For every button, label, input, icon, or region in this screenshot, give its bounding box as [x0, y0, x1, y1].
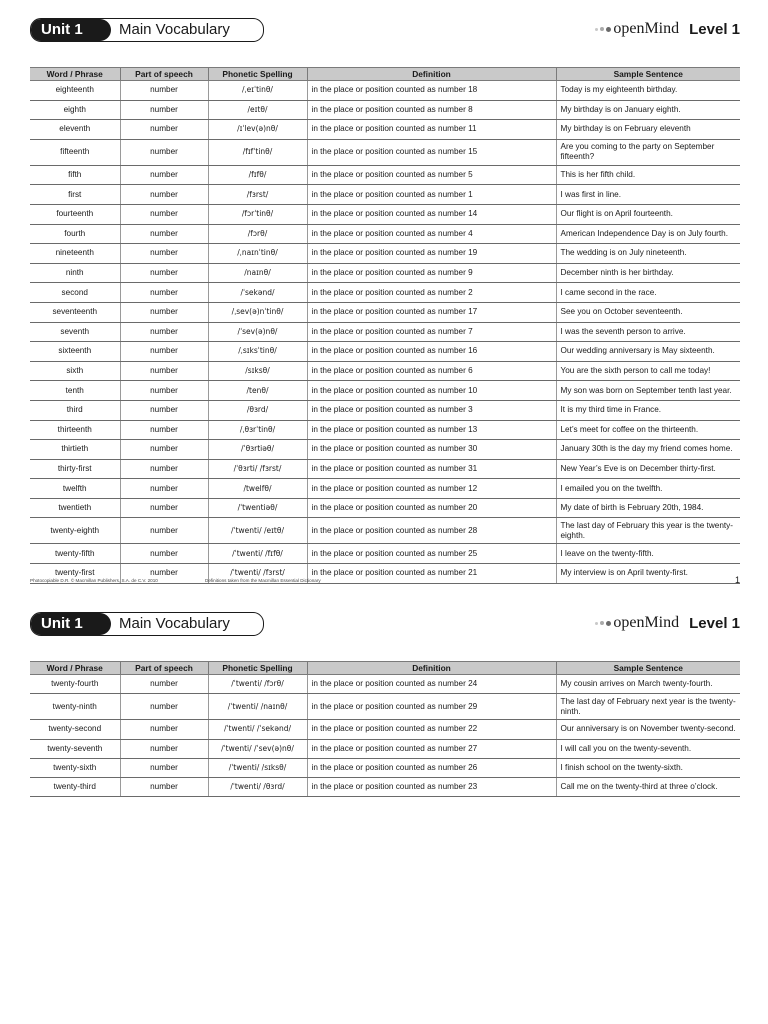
- cell-part-of-speech: number: [120, 100, 208, 120]
- cell-definition: in the place or position counted as number 18: [307, 81, 556, 101]
- cell-word: thirty-first: [30, 459, 120, 479]
- table-row: [30, 100, 740, 120]
- source-note: Definitions taken from the Macmillan Essential Dictionary: [205, 578, 321, 583]
- cell-word: third: [30, 400, 120, 420]
- table-row: [30, 263, 740, 283]
- cell-part-of-speech: number: [120, 185, 208, 205]
- table-row: [30, 440, 740, 460]
- cell-definition: in the place or position counted as number 11: [307, 120, 556, 140]
- cell-phonetic: /ˈtwenti/ /fɔrθ/: [208, 675, 307, 694]
- cell-definition: in the place or position counted as number 7: [307, 322, 556, 342]
- cell-part-of-speech: number: [120, 204, 208, 224]
- cell-part-of-speech: number: [120, 381, 208, 401]
- cell-phonetic: /ˈtwenti/ /fɪfθ/: [208, 544, 307, 564]
- cell-word: fourteenth: [30, 204, 120, 224]
- section-title: Main Vocabulary: [119, 615, 230, 632]
- cell-phonetic: /tenθ/: [208, 381, 307, 401]
- vocab-table-page1: [30, 67, 740, 584]
- cell-part-of-speech: number: [120, 165, 208, 185]
- cell-sample-sentence: I emailed you on the twelfth.: [556, 479, 740, 499]
- cell-part-of-speech: number: [120, 139, 208, 165]
- cell-definition: in the place or position counted as number 12: [307, 479, 556, 499]
- cell-word: twenty-fourth: [30, 675, 120, 694]
- cell-sample-sentence: I came second in the race.: [556, 283, 740, 303]
- cell-word: seventh: [30, 322, 120, 342]
- cell-definition: in the place or position counted as number 31: [307, 459, 556, 479]
- table-row: [30, 185, 740, 205]
- cell-definition: in the place or position counted as number 28: [307, 518, 556, 544]
- table-body: [30, 81, 740, 584]
- cell-part-of-speech: number: [120, 675, 208, 694]
- cell-sample-sentence: December ninth is her birthday.: [556, 263, 740, 283]
- col-header-sample: Sample Sentence: [556, 68, 740, 81]
- table-header-row: [30, 662, 740, 675]
- cell-sample-sentence: Our wedding anniversary is May sixteenth.: [556, 342, 740, 362]
- cell-word: eleventh: [30, 120, 120, 140]
- page-header: [30, 612, 740, 636]
- table-row: [30, 420, 740, 440]
- table-header-row: [30, 68, 740, 81]
- cell-phonetic: /fɔrθ/: [208, 224, 307, 244]
- cell-word: seventeenth: [30, 302, 120, 322]
- cell-part-of-speech: number: [120, 564, 208, 584]
- cell-phonetic: /ˈθɜrtiəθ/: [208, 440, 307, 460]
- cell-definition: in the place or position counted as number 16: [307, 342, 556, 362]
- cell-part-of-speech: number: [120, 283, 208, 303]
- cell-sample-sentence: My date of birth is February 20th, 1984.: [556, 498, 740, 518]
- cell-sample-sentence: January 30th is the day my friend comes home.: [556, 440, 740, 460]
- cell-part-of-speech: number: [120, 758, 208, 777]
- cell-word: twenty-fifth: [30, 544, 120, 564]
- cell-sample-sentence: The last day of February this year is the twenty-eighth.: [556, 518, 740, 544]
- cell-phonetic: /ˌθɜrˈtinθ/: [208, 420, 307, 440]
- cell-phonetic: /ˈtwentiəθ/: [208, 498, 307, 518]
- table-row: [30, 322, 740, 342]
- cell-definition: in the place or position counted as number 14: [307, 204, 556, 224]
- cell-word: twenty-eighth: [30, 518, 120, 544]
- cell-part-of-speech: number: [120, 498, 208, 518]
- unit-label: Unit 1: [31, 613, 111, 635]
- cell-sample-sentence: See you on October seventeenth.: [556, 302, 740, 322]
- cell-definition: in the place or position counted as number 15: [307, 139, 556, 165]
- cell-definition: in the place or position counted as number 5: [307, 165, 556, 185]
- cell-part-of-speech: number: [120, 739, 208, 758]
- table-row: [30, 675, 740, 694]
- cell-phonetic: /fɔrˈtinθ/: [208, 204, 307, 224]
- col-header-phonetic: Phonetic Spelling: [208, 662, 307, 675]
- table-row: [30, 544, 740, 564]
- cell-word: fifteenth: [30, 139, 120, 165]
- cell-word: eighteenth: [30, 81, 120, 101]
- cell-word: fifth: [30, 165, 120, 185]
- cell-phonetic: /fɜrst/: [208, 185, 307, 205]
- cell-phonetic: /eɪtθ/: [208, 100, 307, 120]
- cell-phonetic: /ˌeɪˈtinθ/: [208, 81, 307, 101]
- cell-sample-sentence: I will call you on the twenty-seventh.: [556, 739, 740, 758]
- brand-mind: Mind: [644, 20, 680, 37]
- col-header-definition: Definition: [307, 68, 556, 81]
- cell-word: first: [30, 185, 120, 205]
- cell-part-of-speech: number: [120, 224, 208, 244]
- cell-word: thirteenth: [30, 420, 120, 440]
- cell-word: second: [30, 283, 120, 303]
- cell-phonetic: /fɪfθ/: [208, 165, 307, 185]
- cell-sample-sentence: The wedding is on July nineteenth.: [556, 244, 740, 264]
- cell-definition: in the place or position counted as number 26: [307, 758, 556, 777]
- cell-word: twenty-second: [30, 720, 120, 739]
- cell-sample-sentence: American Independence Day is on July fourth.: [556, 224, 740, 244]
- table-row: [30, 120, 740, 140]
- level-label: Level 1: [689, 614, 740, 632]
- cell-word: twenty-sixth: [30, 758, 120, 777]
- cell-sample-sentence: You are the sixth person to call me today!: [556, 361, 740, 381]
- page-number: 1: [734, 575, 740, 585]
- col-header-pos: Part of speech: [120, 68, 208, 81]
- cell-sample-sentence: My son was born on September tenth last year.: [556, 381, 740, 401]
- cell-word: ninth: [30, 263, 120, 283]
- table-row: [30, 302, 740, 322]
- table-row: [30, 139, 740, 165]
- unit-label: Unit 1: [31, 19, 111, 41]
- table-row: [30, 739, 740, 758]
- cell-definition: in the place or position counted as number 22: [307, 720, 556, 739]
- brand-dots-icon: [595, 27, 611, 32]
- col-header-phonetic: Phonetic Spelling: [208, 68, 307, 81]
- cell-definition: in the place or position counted as number 10: [307, 381, 556, 401]
- table-row: [30, 694, 740, 720]
- cell-sample-sentence: Today is my eighteenth birthday.: [556, 81, 740, 101]
- cell-phonetic: /ˈtwenti/ /ˈsekənd/: [208, 720, 307, 739]
- cell-word: twenty-ninth: [30, 694, 120, 720]
- col-header-pos: Part of speech: [120, 662, 208, 675]
- table-row: [30, 498, 740, 518]
- page-footer: [30, 575, 740, 587]
- cell-sample-sentence: My birthday is on January eighth.: [556, 100, 740, 120]
- table-row: [30, 459, 740, 479]
- table-row: [30, 720, 740, 739]
- cell-word: fourth: [30, 224, 120, 244]
- cell-phonetic: /θɜrd/: [208, 400, 307, 420]
- cell-part-of-speech: number: [120, 400, 208, 420]
- cell-phonetic: /ˈtwenti/ /ˈsev(ə)nθ/: [208, 739, 307, 758]
- cell-definition: in the place or position counted as number 9: [307, 263, 556, 283]
- cell-definition: in the place or position counted as number 25: [307, 544, 556, 564]
- cell-part-of-speech: number: [120, 694, 208, 720]
- cell-sample-sentence: This is her fifth child.: [556, 165, 740, 185]
- cell-phonetic: /sɪksθ/: [208, 361, 307, 381]
- cell-phonetic: /ˌsev(ə)nˈtinθ/: [208, 302, 307, 322]
- table-row: [30, 479, 740, 499]
- cell-sample-sentence: I was first in line.: [556, 185, 740, 205]
- brand-logo: [595, 612, 740, 634]
- cell-word: eighth: [30, 100, 120, 120]
- table-row: [30, 778, 740, 797]
- cell-word: sixth: [30, 361, 120, 381]
- cell-word: twelfth: [30, 479, 120, 499]
- cell-part-of-speech: number: [120, 263, 208, 283]
- brand-open: open: [613, 614, 645, 631]
- cell-word: nineteenth: [30, 244, 120, 264]
- cell-sample-sentence: It is my third time in France.: [556, 400, 740, 420]
- table-row: [30, 758, 740, 777]
- cell-sample-sentence: I finish school on the twenty-sixth.: [556, 758, 740, 777]
- cell-definition: in the place or position counted as number 23: [307, 778, 556, 797]
- cell-part-of-speech: number: [120, 361, 208, 381]
- cell-word: thirtieth: [30, 440, 120, 460]
- copyright-note: Photocopiable D.R. © Macmillan Publishers, S.A. de C.V. 2010: [30, 578, 158, 583]
- cell-sample-sentence: New Year’s Eve is on December thirty-first.: [556, 459, 740, 479]
- table-row: [30, 204, 740, 224]
- cell-phonetic: /naɪnθ/: [208, 263, 307, 283]
- table-row: [30, 361, 740, 381]
- cell-phonetic: /ˈsekənd/: [208, 283, 307, 303]
- col-header-word: Word / Phrase: [30, 662, 120, 675]
- table-row: [30, 244, 740, 264]
- section-title: Main Vocabulary: [119, 21, 230, 38]
- cell-definition: in the place or position counted as number 13: [307, 420, 556, 440]
- cell-word: tenth: [30, 381, 120, 401]
- vocab-table-page2: [30, 661, 740, 797]
- cell-part-of-speech: number: [120, 322, 208, 342]
- cell-phonetic: /ˈtwenti/ /θɜrd/: [208, 778, 307, 797]
- col-header-definition: Definition: [307, 662, 556, 675]
- cell-sample-sentence: I leave on the twenty-fifth.: [556, 544, 740, 564]
- brand-logo: [595, 18, 740, 40]
- cell-phonetic: /fɪfˈtinθ/: [208, 139, 307, 165]
- cell-definition: in the place or position counted as number 19: [307, 244, 556, 264]
- unit-tab: [30, 612, 264, 636]
- col-header-sample: Sample Sentence: [556, 662, 740, 675]
- cell-sample-sentence: My birthday is on February eleventh: [556, 120, 740, 140]
- cell-sample-sentence: Our flight is on April fourteenth.: [556, 204, 740, 224]
- table-row: [30, 224, 740, 244]
- cell-definition: in the place or position counted as number 27: [307, 739, 556, 758]
- level-label: Level 1: [689, 20, 740, 38]
- cell-phonetic: /ɪˈlev(ə)nθ/: [208, 120, 307, 140]
- cell-word: twentieth: [30, 498, 120, 518]
- cell-definition: in the place or position counted as number 24: [307, 675, 556, 694]
- table-row: [30, 165, 740, 185]
- cell-phonetic: /ˈθɜrti/ /fɜrst/: [208, 459, 307, 479]
- cell-part-of-speech: number: [120, 302, 208, 322]
- cell-part-of-speech: number: [120, 440, 208, 460]
- cell-phonetic: /ˌnaɪnˈtinθ/: [208, 244, 307, 264]
- cell-phonetic: /ˈtwenti/ /fɜrst/: [208, 564, 307, 584]
- cell-sample-sentence: My interview is on April twenty-first.: [556, 564, 740, 584]
- cell-sample-sentence: The last day of February next year is the twenty-ninth.: [556, 694, 740, 720]
- cell-part-of-speech: number: [120, 778, 208, 797]
- cell-definition: in the place or position counted as number 21: [307, 564, 556, 584]
- cell-definition: in the place or position counted as number 3: [307, 400, 556, 420]
- cell-definition: in the place or position counted as number 6: [307, 361, 556, 381]
- table-row: [30, 342, 740, 362]
- cell-word: twenty-seventh: [30, 739, 120, 758]
- cell-word: twenty-first: [30, 564, 120, 584]
- cell-part-of-speech: number: [120, 479, 208, 499]
- table-row: [30, 381, 740, 401]
- cell-sample-sentence: Are you coming to the party on September fifteenth?: [556, 139, 740, 165]
- cell-part-of-speech: number: [120, 120, 208, 140]
- cell-part-of-speech: number: [120, 720, 208, 739]
- cell-definition: in the place or position counted as number 17: [307, 302, 556, 322]
- cell-sample-sentence: I was the seventh person to arrive.: [556, 322, 740, 342]
- cell-phonetic: /ˈtwenti/ /eɪtθ/: [208, 518, 307, 544]
- cell-part-of-speech: number: [120, 342, 208, 362]
- cell-definition: in the place or position counted as number 29: [307, 694, 556, 720]
- cell-word: sixteenth: [30, 342, 120, 362]
- cell-definition: in the place or position counted as number 30: [307, 440, 556, 460]
- cell-sample-sentence: Let’s meet for coffee on the thirteenth.: [556, 420, 740, 440]
- table-row: [30, 400, 740, 420]
- cell-phonetic: /ˈtwenti/ /sɪksθ/: [208, 758, 307, 777]
- table-body: [30, 675, 740, 797]
- cell-sample-sentence: Call me on the twenty-third at three o’clock.: [556, 778, 740, 797]
- cell-definition: in the place or position counted as number 8: [307, 100, 556, 120]
- table-row: [30, 283, 740, 303]
- cell-phonetic: /ˈtwenti/ /naɪnθ/: [208, 694, 307, 720]
- cell-part-of-speech: number: [120, 544, 208, 564]
- brand-open: open: [613, 20, 645, 37]
- cell-part-of-speech: number: [120, 81, 208, 101]
- page-header: [30, 18, 740, 42]
- cell-part-of-speech: number: [120, 420, 208, 440]
- cell-phonetic: /twelfθ/: [208, 479, 307, 499]
- brand-dots-icon: [595, 621, 611, 626]
- cell-phonetic: /ˌsɪksˈtinθ/: [208, 342, 307, 362]
- cell-part-of-speech: number: [120, 518, 208, 544]
- cell-part-of-speech: number: [120, 459, 208, 479]
- table-row: [30, 518, 740, 544]
- cell-definition: in the place or position counted as number 1: [307, 185, 556, 205]
- col-header-word: Word / Phrase: [30, 68, 120, 81]
- cell-sample-sentence: Our anniversary is on November twenty-second.: [556, 720, 740, 739]
- unit-tab: [30, 18, 264, 42]
- cell-sample-sentence: My cousin arrives on March twenty-fourth.: [556, 675, 740, 694]
- cell-phonetic: /ˈsev(ə)nθ/: [208, 322, 307, 342]
- cell-part-of-speech: number: [120, 244, 208, 264]
- brand-mind: Mind: [644, 614, 680, 631]
- cell-definition: in the place or position counted as number 2: [307, 283, 556, 303]
- cell-definition: in the place or position counted as number 4: [307, 224, 556, 244]
- cell-word: twenty-third: [30, 778, 120, 797]
- table-row: [30, 81, 740, 101]
- cell-definition: in the place or position counted as number 20: [307, 498, 556, 518]
